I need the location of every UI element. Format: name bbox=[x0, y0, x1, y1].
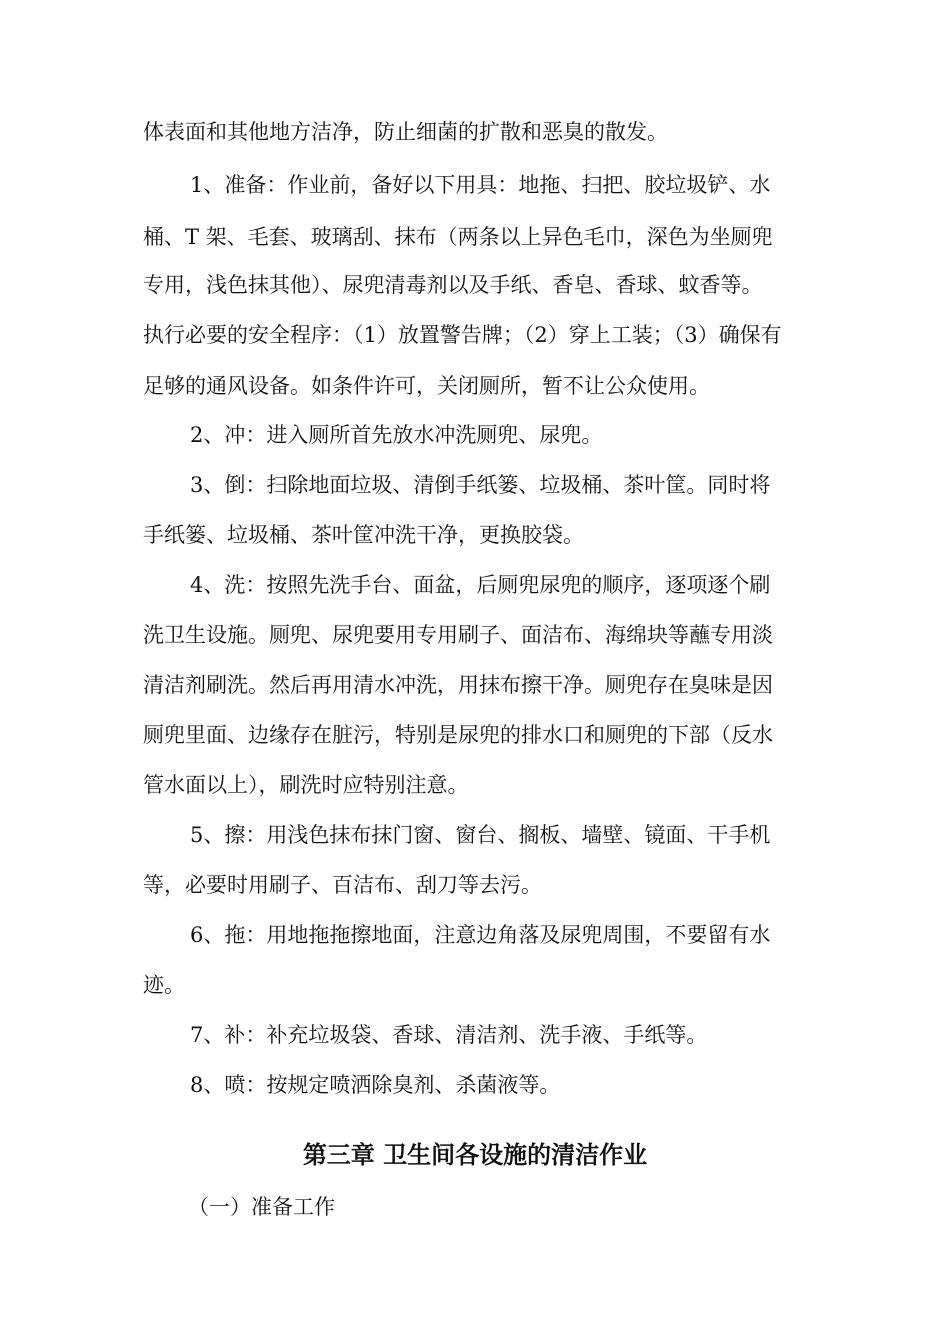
text-line: 桶、T 架、毛套、玻璃刮、抹布（两条以上异色毛巾，深色为坐厕兜 bbox=[143, 225, 773, 249]
text-line: 足够的通风设备。如条件许可，关闭厕所，暂不让公众使用。 bbox=[143, 374, 710, 398]
text-line: 2、冲：进入厕所首先放水冲洗厕兜、尿兜。 bbox=[190, 423, 603, 447]
chapter-title: 第三章 卫生间各设施的清洁作业 bbox=[302, 1141, 648, 1169]
text-line: 3、倒：扫除地面垃圾、清倒手纸篓、垃圾桶、茶叶筐。同时将 bbox=[190, 473, 771, 497]
text-line: 管水面以上），刷洗时应特别注意。 bbox=[143, 773, 469, 797]
text-line: 等，必要时用刷子、百洁布、刮刀等去污。 bbox=[143, 873, 542, 897]
intro-tail-line: 体表面和其他地方洁净，防止细菌的扩散和恶臭的散发。 bbox=[143, 120, 668, 144]
text-line: 清洁剂刷洗。然后再用清水冲洗，用抹布擦干净。厕兜存在臭味是因 bbox=[143, 673, 773, 697]
text-line: 8、喷：按规定喷洒除臭剂、杀菌液等。 bbox=[190, 1073, 561, 1097]
text-line: 手纸篓、垃圾桶、茶叶筐冲洗干净，更换胶袋。 bbox=[143, 523, 584, 547]
text-line: 洗卫生设施。厕兜、尿兜要用专用刷子、面洁布、海绵块等蘸专用淡 bbox=[143, 623, 773, 647]
text-line: 5、擦：用浅色抹布抹门窗、窗台、搁板、墙壁、镜面、干手机 bbox=[190, 823, 771, 847]
text-line: 执行必要的安全程序：（1）放置警告牌；（2）穿上工装；（3）确保有 bbox=[143, 323, 782, 347]
text-line: 6、拖：用地拖拖擦地面，注意边角落及尿兜周围，不要留有水 bbox=[190, 923, 771, 947]
section-heading: （一）准备工作 bbox=[188, 1195, 335, 1219]
text-line: 迹。 bbox=[143, 973, 185, 997]
text-line: 1、准备：作业前，备好以下用具：地拖、扫把、胶垃圾铲、水 bbox=[190, 173, 771, 197]
text-line: 专用，浅色抹其他）、尿兜清毒剂以及手纸、香皂、香球、蚊香等。 bbox=[143, 273, 763, 297]
text-line: 厕兜里面、边缘存在脏污，特别是尿兜的排水口和厕兜的下部（反水 bbox=[143, 723, 773, 747]
text-line: 4、洗：按照先洗手台、面盆，后厕兜尿兜的顺序，逐项逐个刷 bbox=[190, 573, 771, 597]
text-line: 7、补：补充垃圾袋、香球、清洁剂、洗手液、手纸等。 bbox=[190, 1023, 708, 1047]
